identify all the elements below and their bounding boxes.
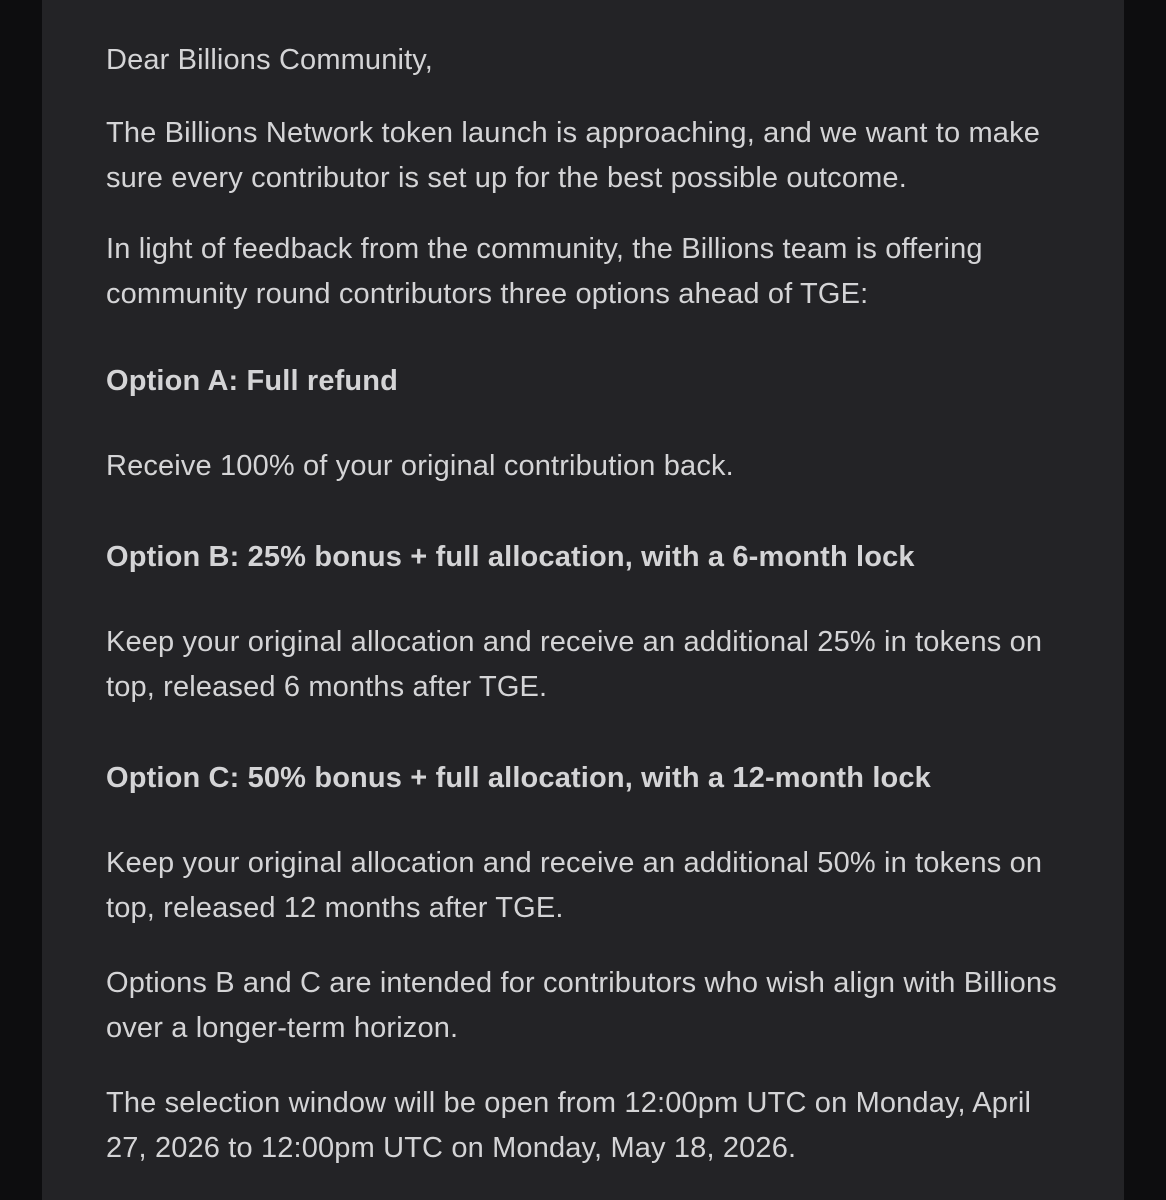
option-b-description: Keep your original allocation and receive an additional 25% in tokens on top, released 6 months after TGE. — [106, 626, 1043, 703]
alignment-note-paragraph: Options B and C are intended for contributors who wish align with Billions over a longer-term horizon. — [106, 967, 1057, 1044]
email-greeting: Dear Billions Community, — [106, 44, 433, 76]
selection-window-paragraph: The selection window will be open from 12:00pm UTC on Monday, April 27, 2026 to 12:00pm UTC on Monday, May 18, 2026. — [106, 1087, 1032, 1164]
option-c-description: Keep your original allocation and receive an additional 50% in tokens on top, released 12 months after TGE. — [106, 847, 1043, 924]
email-body — [106, 38, 1076, 1171]
option-b-heading: Option B: 25% bonus + full allocation, with a 6-month lock — [106, 541, 915, 573]
option-a-description: Receive 100% of your original contribution back. — [106, 450, 734, 482]
email-context-paragraph: In light of feedback from the community, the Billions team is offering community round contributors three options ahead of TGE: — [106, 233, 983, 310]
option-a-heading: Option A: Full refund — [106, 365, 399, 397]
option-c-heading: Option C: 50% bonus + full allocation, with a 12-month lock — [106, 762, 931, 794]
email-panel — [42, 0, 1124, 1200]
email-intro-paragraph: The Billions Network token launch is approaching, and we want to make sure every contributor is set up for the best possible outcome. — [106, 117, 1041, 194]
